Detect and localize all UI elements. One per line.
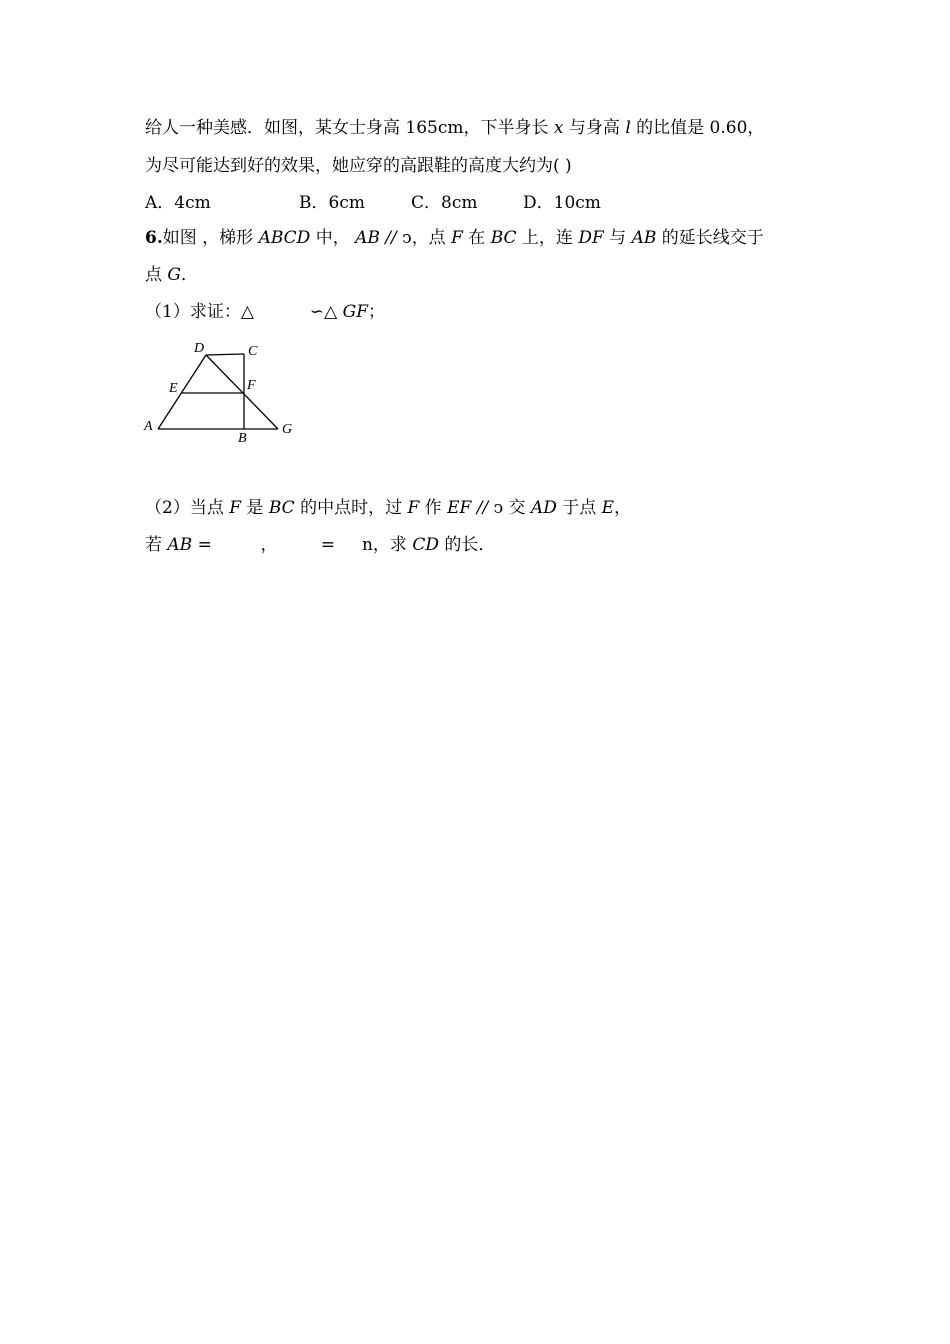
option-d: D．10cm [523, 193, 601, 213]
segment-dc [206, 354, 244, 355]
part2-text: 交 [503, 498, 531, 518]
var-ab: AB [631, 228, 657, 248]
var-x: x [553, 118, 564, 138]
parallel-sign: // [379, 228, 403, 248]
segment-dg [206, 355, 278, 429]
part2-text: ， [614, 498, 632, 518]
option-letter: A [145, 193, 158, 213]
q5-text: 给人一种美感．如图，某女士身高 165cm，下半身长 [145, 118, 554, 138]
part2-text: （2）当点 [145, 498, 230, 518]
var-l: l [625, 118, 631, 138]
label-e: E [169, 381, 178, 396]
label-c: C [248, 344, 258, 359]
q6-text: 上，连 [516, 228, 579, 248]
var-ad: AD [530, 498, 557, 518]
part2-text: 是 [241, 498, 269, 518]
var-abcd: ABCD [258, 228, 311, 248]
part2-text: 作 [419, 498, 448, 518]
parallel-sign: // [471, 498, 494, 518]
segment-ad [158, 355, 206, 429]
var-e: E [601, 498, 615, 518]
q6-text: 如图 ，梯形 [162, 228, 259, 248]
var-dc: ↄ [493, 498, 504, 518]
q6-line-2 [145, 265, 198, 285]
option-text: 10cm [553, 193, 601, 213]
var-ab: AB [167, 535, 193, 555]
label-g: G [282, 422, 293, 437]
part1-text: ； [368, 302, 386, 322]
option-a: A．4cm [145, 193, 211, 213]
option-c: C．8cm [411, 193, 478, 213]
q5-line-2: 为尽可能达到好的效果，她应穿的高跟鞋的高度大约为( ) [145, 156, 572, 176]
part2-text: 于点 [556, 498, 602, 518]
var-bc: BC [490, 228, 517, 248]
part3-text: 若 [145, 535, 168, 555]
label-b: B [238, 431, 247, 446]
q6-text: 在 [462, 228, 491, 248]
label-f: F [247, 378, 256, 393]
var-f: F [229, 498, 242, 518]
var-f: F [451, 228, 463, 248]
var-df: DF [578, 228, 604, 248]
q6-text: ． [181, 265, 198, 285]
q6-text: 的延长线交于 [656, 228, 764, 248]
option-text: 4cm [174, 193, 211, 213]
part3-text: 的长． [438, 535, 496, 555]
option-letter: D [523, 193, 537, 213]
part1-text: ∽△ [309, 302, 343, 322]
var-g: G [167, 265, 181, 285]
q5-line-1 [145, 118, 764, 138]
option-text: 6cm [328, 193, 365, 213]
option-letter: C [411, 193, 425, 213]
label-d: D [194, 341, 205, 356]
var-bc: BC [268, 498, 295, 518]
q6-text: 中， [310, 228, 356, 248]
var-f: F [407, 498, 420, 518]
var-ef: EF [447, 498, 472, 518]
q6-number: 6. [145, 228, 163, 248]
q6-part-3 [145, 535, 495, 555]
q6-part-1 [145, 302, 385, 322]
part3-text: = ， = n，求 [192, 535, 413, 555]
label-a: A [144, 419, 153, 434]
var-ab: AB [355, 228, 380, 248]
q5-options [145, 193, 601, 213]
q6-text: 点 [145, 265, 168, 285]
option-letter: B [299, 193, 312, 213]
var-dc: ↄ [402, 228, 412, 248]
option-text: 8cm [441, 193, 478, 213]
q6-text: ，点 [411, 228, 452, 248]
q6-part-2 [145, 498, 631, 518]
q5-text: 的比值是 0.60， [630, 118, 765, 138]
part2-text: 的中点时，过 [294, 498, 408, 518]
q6-text: 与 [603, 228, 632, 248]
q6-line-1 [145, 228, 764, 248]
trapezoid-figure [138, 336, 298, 448]
var-gf: GF [342, 302, 369, 322]
option-b: B．6cm [299, 193, 365, 213]
q5-text: 与身高 [563, 118, 626, 138]
var-cd: CD [412, 535, 439, 555]
part1-text: （1）求证：△ [145, 302, 254, 322]
